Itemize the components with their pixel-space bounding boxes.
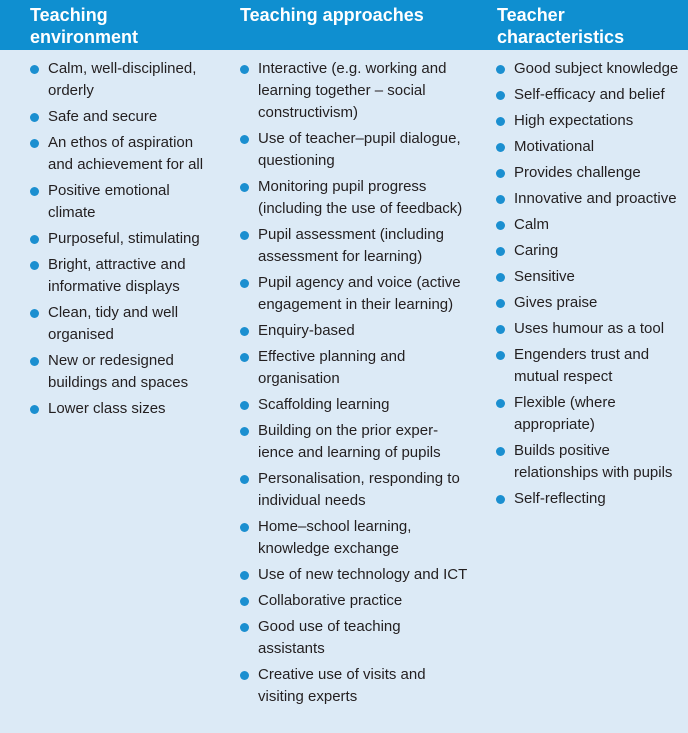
list-item <box>240 564 468 586</box>
bullet-icon <box>240 623 249 632</box>
bullet-icon <box>496 91 505 100</box>
list-item <box>240 128 468 172</box>
list-item <box>496 488 686 510</box>
bullet-icon <box>240 183 249 192</box>
list-item <box>496 392 686 436</box>
list-item <box>30 106 210 128</box>
list-item-text: Interactive (e.g. working and learning together – social constructivism) <box>258 60 447 121</box>
list-item <box>240 346 468 390</box>
list-item <box>496 110 686 132</box>
list-item <box>240 590 468 612</box>
list-item <box>30 302 210 346</box>
list-item <box>496 292 686 314</box>
list-item-text: Provides challenge <box>514 164 641 181</box>
list-item <box>496 440 686 484</box>
list-item-text: Motivational <box>514 138 595 155</box>
list-item <box>240 320 468 342</box>
list-item <box>496 318 686 340</box>
bullet-icon <box>30 235 39 244</box>
list-item <box>496 58 686 80</box>
column-teaching-environment <box>30 58 210 424</box>
list-item-text: Good subject knowledge <box>514 60 679 77</box>
list-item <box>496 84 686 106</box>
list-item-text: Pupil assessment (including assessment for learning) <box>258 226 444 265</box>
list-item-text: Bright, attractive and informative displays <box>48 256 186 295</box>
bullet-icon <box>496 221 505 230</box>
bullet-icon <box>496 65 505 74</box>
column-teacher-characteristics <box>496 58 686 514</box>
list-item <box>240 664 468 708</box>
list-item-text: Lower class sizes <box>48 400 166 417</box>
bullet-icon <box>30 357 39 366</box>
table-header <box>0 0 688 50</box>
bullet-icon <box>30 139 39 148</box>
list-item-text: Effective planning and organisation <box>258 348 406 387</box>
list-item-text: New or redesigned buildings and spaces <box>48 352 189 391</box>
list-item-text: Self-reflecting <box>514 490 606 507</box>
bullet-icon <box>496 273 505 282</box>
header-teacher-characteristics: Teacher characteristics <box>497 5 625 47</box>
bullet-icon <box>496 143 505 152</box>
bullet-icon <box>240 327 249 336</box>
list-item-text: Creative use of visits and visiting experts <box>258 666 426 705</box>
list-item-text: Collaborative practice <box>258 592 403 609</box>
bullet-icon <box>496 351 505 360</box>
list-item <box>30 132 210 176</box>
bullet-icon <box>496 195 505 204</box>
list-item-text: Uses humour as a tool <box>514 320 665 337</box>
bullet-icon <box>496 299 505 308</box>
bullet-icon <box>240 427 249 436</box>
list-item <box>496 162 686 184</box>
list-item <box>240 224 468 268</box>
bullet-icon <box>240 401 249 410</box>
list-item <box>240 616 468 660</box>
list-item-text: Innovative and proactive <box>514 190 677 207</box>
list-item <box>240 468 468 512</box>
bullet-icon <box>30 187 39 196</box>
list-item-text: Calm, well-disciplined, orderly <box>48 60 197 99</box>
list-item-text: Enquiry-based <box>258 322 355 339</box>
list-item <box>30 180 210 224</box>
header-teaching-environment: Teaching environment <box>30 5 139 47</box>
bullet-icon <box>30 309 39 318</box>
list-item-text: Building on the prior exper-ience and learning of pupils <box>258 422 441 461</box>
list-item-text: Monitoring pupil progress (including the use of feedback) <box>258 178 463 217</box>
list-item-text: Flexible (where appropriate) <box>514 394 616 433</box>
list-item <box>30 228 210 250</box>
bullet-icon <box>30 113 39 122</box>
bullet-icon <box>240 597 249 606</box>
list-item-text: High expectations <box>514 112 634 129</box>
list-item <box>240 516 468 560</box>
list-item-text: Engenders trust and mutual respect <box>514 346 650 385</box>
bullet-icon <box>496 247 505 256</box>
list-item <box>240 176 468 220</box>
bullet-icon <box>30 261 39 270</box>
list-item-text: Personalisation, responding to individual needs <box>258 470 460 509</box>
bullet-icon <box>496 399 505 408</box>
header-teaching-approaches: Teaching approaches <box>240 5 424 25</box>
list-item <box>30 398 210 420</box>
bullet-icon <box>30 405 39 414</box>
list-item-text: Clean, tidy and well organised <box>48 304 179 343</box>
list-item-text: Calm <box>514 216 550 233</box>
list-item <box>240 58 468 124</box>
bullet-icon <box>240 135 249 144</box>
list-item <box>496 214 686 236</box>
bullet-icon <box>240 523 249 532</box>
list-item <box>496 240 686 262</box>
list-item-text: Use of new technology and ICT <box>258 566 468 583</box>
list-item-text: An ethos of aspiration and achievement for all <box>48 134 204 173</box>
list-item-text: Pupil agency and voice (active engagement in their learning) <box>258 274 461 313</box>
bullet-icon <box>240 65 249 74</box>
list-item <box>496 188 686 210</box>
bullet-icon <box>240 475 249 484</box>
list-item-text: Sensitive <box>514 268 575 285</box>
column-teaching-approaches <box>240 58 468 712</box>
list-item <box>240 420 468 464</box>
list-item-text: Self-efficacy and belief <box>514 86 665 103</box>
bullet-icon <box>496 447 505 456</box>
bullet-icon <box>240 279 249 288</box>
list-item-text: Use of teacher–pupil dialogue, questioning <box>258 130 461 169</box>
list-item <box>30 58 210 102</box>
list-item-text: Home–school learning, knowledge exchange <box>258 518 412 557</box>
list-item-text: Good use of teaching assistants <box>258 618 401 657</box>
bullet-icon <box>496 117 505 126</box>
list-item <box>496 136 686 158</box>
list-item-text: Gives praise <box>514 294 598 311</box>
bullet-icon <box>496 169 505 178</box>
bullet-icon <box>30 65 39 74</box>
bullet-icon <box>240 671 249 680</box>
list-item <box>30 254 210 298</box>
list-item <box>240 272 468 316</box>
bullet-icon <box>240 571 249 580</box>
list-item <box>240 394 468 416</box>
list-item-text: Builds positive relationships with pupils <box>514 442 673 481</box>
list-item <box>30 350 210 394</box>
bullet-icon <box>496 495 505 504</box>
bullet-icon <box>240 231 249 240</box>
list-item-text: Scaffolding learning <box>258 396 390 413</box>
list-item <box>496 266 686 288</box>
list-item <box>496 344 686 388</box>
bullet-icon <box>496 325 505 334</box>
list-item-text: Safe and secure <box>48 108 158 125</box>
list-item-text: Purposeful, stimulating <box>48 230 200 247</box>
list-item-text: Caring <box>514 242 559 259</box>
list-item-text: Positive emotional climate <box>48 182 170 221</box>
bullet-icon <box>240 353 249 362</box>
